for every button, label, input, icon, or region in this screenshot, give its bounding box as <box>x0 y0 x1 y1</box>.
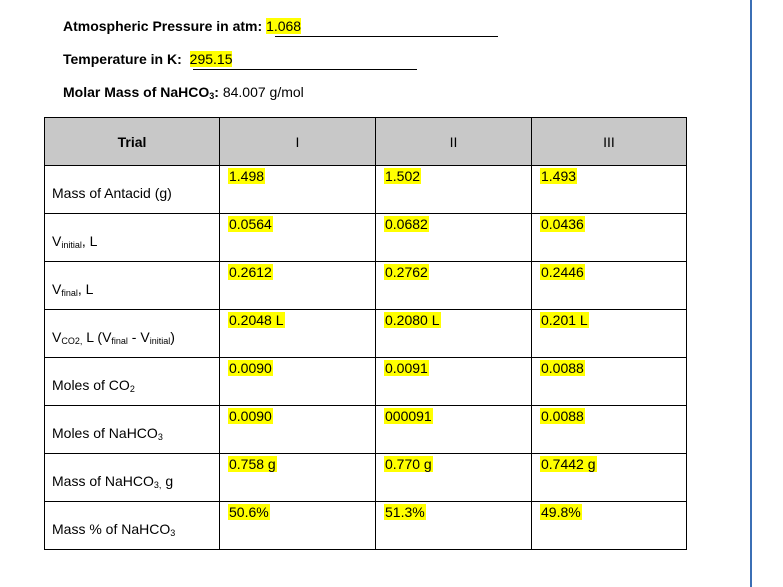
temperature-value: 295.15 <box>189 51 233 67</box>
row-label: Mass % of NaHCO$_3$ <box>52 521 176 538</box>
pressure-value: 1.068 <box>266 18 302 34</box>
table-cell: 0.0088 <box>541 360 584 376</box>
pressure-label: Atmospheric Pressure in atm: <box>63 18 263 34</box>
row-label: Moles of NaHCO$_3$ <box>52 425 163 442</box>
table-cell: 0.0436 <box>541 216 584 232</box>
row-label: Moles of $CO_2$ <box>52 377 135 394</box>
table-cell: 0.758 g <box>229 456 276 472</box>
table-cell: 1.502 <box>385 168 421 184</box>
table-cell: 1.493 <box>541 168 577 184</box>
temperature-label: Temperature in K: <box>63 51 182 67</box>
pressure-underline <box>275 36 498 37</box>
molar-mass-label: Molar Mass of NaHCO <box>63 84 210 100</box>
column-header: III <box>532 118 687 166</box>
table-row <box>45 262 687 310</box>
table-cell: 0.0682 <box>385 216 428 232</box>
table-cell: 0.0090 <box>229 408 272 424</box>
table-cell: 49.8% <box>541 504 581 520</box>
table-cell: 0.2762 <box>385 264 428 280</box>
pressure-line <box>63 18 301 34</box>
row-label: $V_{initial}$, L <box>52 233 98 250</box>
table-row <box>45 406 687 454</box>
results-table <box>44 117 687 550</box>
temperature-underline <box>193 69 417 70</box>
trial-header: Trial <box>45 118 220 166</box>
row-label: Mass of NaHCO$_{3,}$ g <box>52 473 174 490</box>
table-row <box>45 166 687 214</box>
table-cell: 0.2612 <box>229 264 272 280</box>
molar-mass-colon: : <box>214 84 219 100</box>
column-header: I <box>220 118 376 166</box>
temperature-line <box>63 51 232 67</box>
row-label: $V_{CO2,}$ L $(V_{final} - V_{initial})$ <box>52 329 175 346</box>
row-label: Mass of Antacid (g) <box>52 185 172 201</box>
table-cell: 0.201 L <box>541 312 588 328</box>
table-cell: 0.0090 <box>229 360 272 376</box>
table-cell: 1.498 <box>229 168 265 184</box>
table-cell: 51.3% <box>385 504 425 520</box>
molar-mass-label-sub: 3 <box>209 91 215 101</box>
table-cell: 0.7442 g <box>541 456 596 472</box>
table-cell: 0.0091 <box>385 360 428 376</box>
table-cell: 0.2048 L <box>229 312 284 328</box>
table-cell: 0.0564 <box>229 216 272 232</box>
page-edge-line <box>750 0 752 587</box>
table-row <box>45 502 687 550</box>
table-row <box>45 358 687 406</box>
table-row <box>45 310 687 358</box>
table-cell: 0.2080 L <box>385 312 440 328</box>
table-cell: 50.6% <box>229 504 269 520</box>
table-cell: 0.770 g <box>385 456 432 472</box>
table-row <box>45 454 687 502</box>
molar-mass-line <box>63 84 304 101</box>
row-label: $V_{final}$, L <box>52 281 94 298</box>
table-cell: 0.0088 <box>541 408 584 424</box>
table-row <box>45 214 687 262</box>
table-cell: 000091 <box>385 408 432 424</box>
column-header: II <box>376 118 532 166</box>
table-header-row <box>45 118 687 166</box>
molar-mass-value: 84.007 g/mol <box>222 84 304 100</box>
table-cell: 0.2446 <box>541 264 584 280</box>
